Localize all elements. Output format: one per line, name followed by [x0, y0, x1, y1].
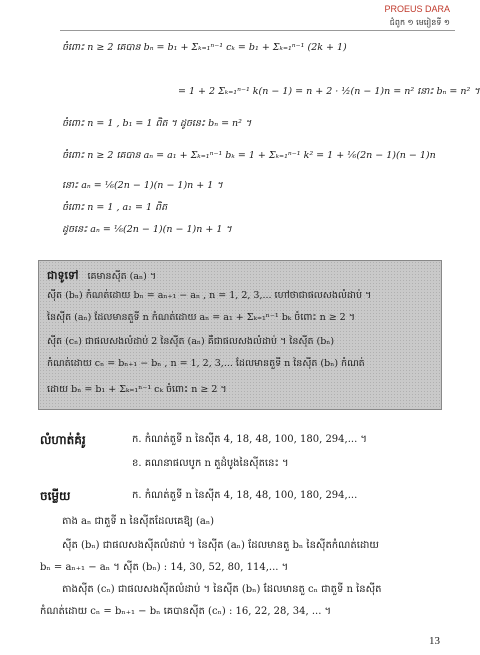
- solution-line-2: = 1 + 2 Σₖ₌₁ⁿ⁻¹ k(n − 1) = n + 2 · ½(n − 1)n = n² នោះ bₙ = n² ។: [178, 86, 480, 97]
- header-subtitle: ជំពូក ១ មេរៀនទី ១: [389, 18, 450, 27]
- exercise-item-a: ក. កំណត់តួទី n នៃស៊ីត 4, 18, 48, 100, 180, 294,... ។: [132, 434, 368, 445]
- solution-line-7: ដូចនេះ aₙ = ⅙(2n − 1)(n − 1)n + 1 ។: [62, 224, 232, 235]
- header-brand: PROEUS DARA: [384, 4, 450, 14]
- solution-line-6: ចំពោះ n = 1 , a₁ = 1 ពិត: [62, 202, 168, 213]
- general-rule-box: [38, 260, 442, 410]
- box-line-3: នៃស៊ីត (aₙ) ដែលមានតួទី n កំណត់ដោយ aₙ = a₁ + Σₖ₌₁ⁿ⁻¹ bₖ ចំពោះ n ≥ 2 ។: [47, 312, 356, 323]
- exercise-title: លំហាត់គំរូ: [40, 433, 86, 447]
- answer-line-4: bₙ = aₙ₊₁ − aₙ ។ ស៊ីត (bₙ) : 14, 30, 52, 80, 114,... ។: [40, 562, 289, 573]
- box-line-6: ដោយ bₙ = b₁ + Σₖ₌₁ⁿ⁻¹ cₖ ចំពោះ n ≥ 2 ។: [47, 384, 227, 395]
- box-line-1: [47, 269, 156, 285]
- header-divider: [60, 30, 455, 31]
- exercise-item-b: ខ. គណនាផលបូក n តួដំបូងនៃស៊ីតនេះ ។: [132, 458, 289, 469]
- box-line-4: ស៊ីត (cₙ) ជាផលសងលំដាប់ 2 នៃស៊ីត (aₙ) គឺជាផលសងលំដាប់ ។ នៃស៊ីត (bₙ): [47, 336, 335, 347]
- solution-line-3: ចំពោះ n = 1 , b₁ = 1 ពិត ។ ដូចនេះ bₙ = n² ។: [62, 118, 252, 129]
- solution-line-1: ចំពោះ n ≥ 2 គេបាន bₙ = b₁ + Σₖ₌₁ⁿ⁻¹ cₖ = b₁ + Σₖ₌₁ⁿ⁻¹ (2k + 1): [62, 42, 347, 53]
- answer-title: ចម្លើយ: [40, 489, 71, 503]
- answer-line-2: តាង aₙ ជាតួទី n នៃស៊ីតដែលគេឱ្យ (aₙ): [62, 516, 215, 527]
- page-number: 13: [429, 635, 440, 647]
- solution-line-5: នោះ aₙ = ⅙(2n − 1)(n − 1)n + 1 ។: [62, 180, 223, 191]
- answer-line-3: ស៊ីត (bₙ) ជាផលសងស៊ីតលំដាប់ ។ នៃស៊ីត (aₙ) ដែលមានតួ bₙ នៃស៊ីតកំណត់ដោយ: [62, 540, 379, 551]
- answer-line-5: តាងស៊ីត (cₙ) ជាផលសងស៊ីតលំដាប់ ។ នៃស៊ីត (bₙ) ដែលមានតួ cₙ ជាតួទី n នៃស៊ីត: [62, 584, 382, 595]
- answer-line-1: ក. កំណត់តួទី n នៃស៊ីត 4, 18, 48, 100, 180, 294,...: [132, 490, 358, 501]
- solution-line-4: ចំពោះ n ≥ 2 គេបាន aₙ = a₁ + Σₖ₌₁ⁿ⁻¹ bₖ = 1 + Σₖ₌₁ⁿ⁻¹ k² = 1 + ⅙(2n − 1)(n − 1)n: [62, 150, 436, 161]
- box-line-1-text: គេមានស៊ីត (aₙ) ។: [87, 271, 157, 282]
- box-line-2: ស៊ីត (bₙ) កំណត់ដោយ bₙ = aₙ₊₁ − aₙ , n = 1, 2, 3,... ហៅថាជាផលសងលំដាប់ ។: [47, 290, 372, 301]
- box-title: ជាទូទៅ: [47, 269, 79, 282]
- answer-line-6: កំណត់ដោយ cₙ = bₙ₊₁ − bₙ គេបានស៊ីត (cₙ) : 16, 22, 28, 34, ... ។: [40, 606, 332, 617]
- box-line-5: កំណត់ដោយ cₙ = bₙ₊₁ − bₙ , n = 1, 2, 3,... ដែលមានតួទី n នៃស៊ីត (bₙ) កំណត់: [47, 358, 365, 369]
